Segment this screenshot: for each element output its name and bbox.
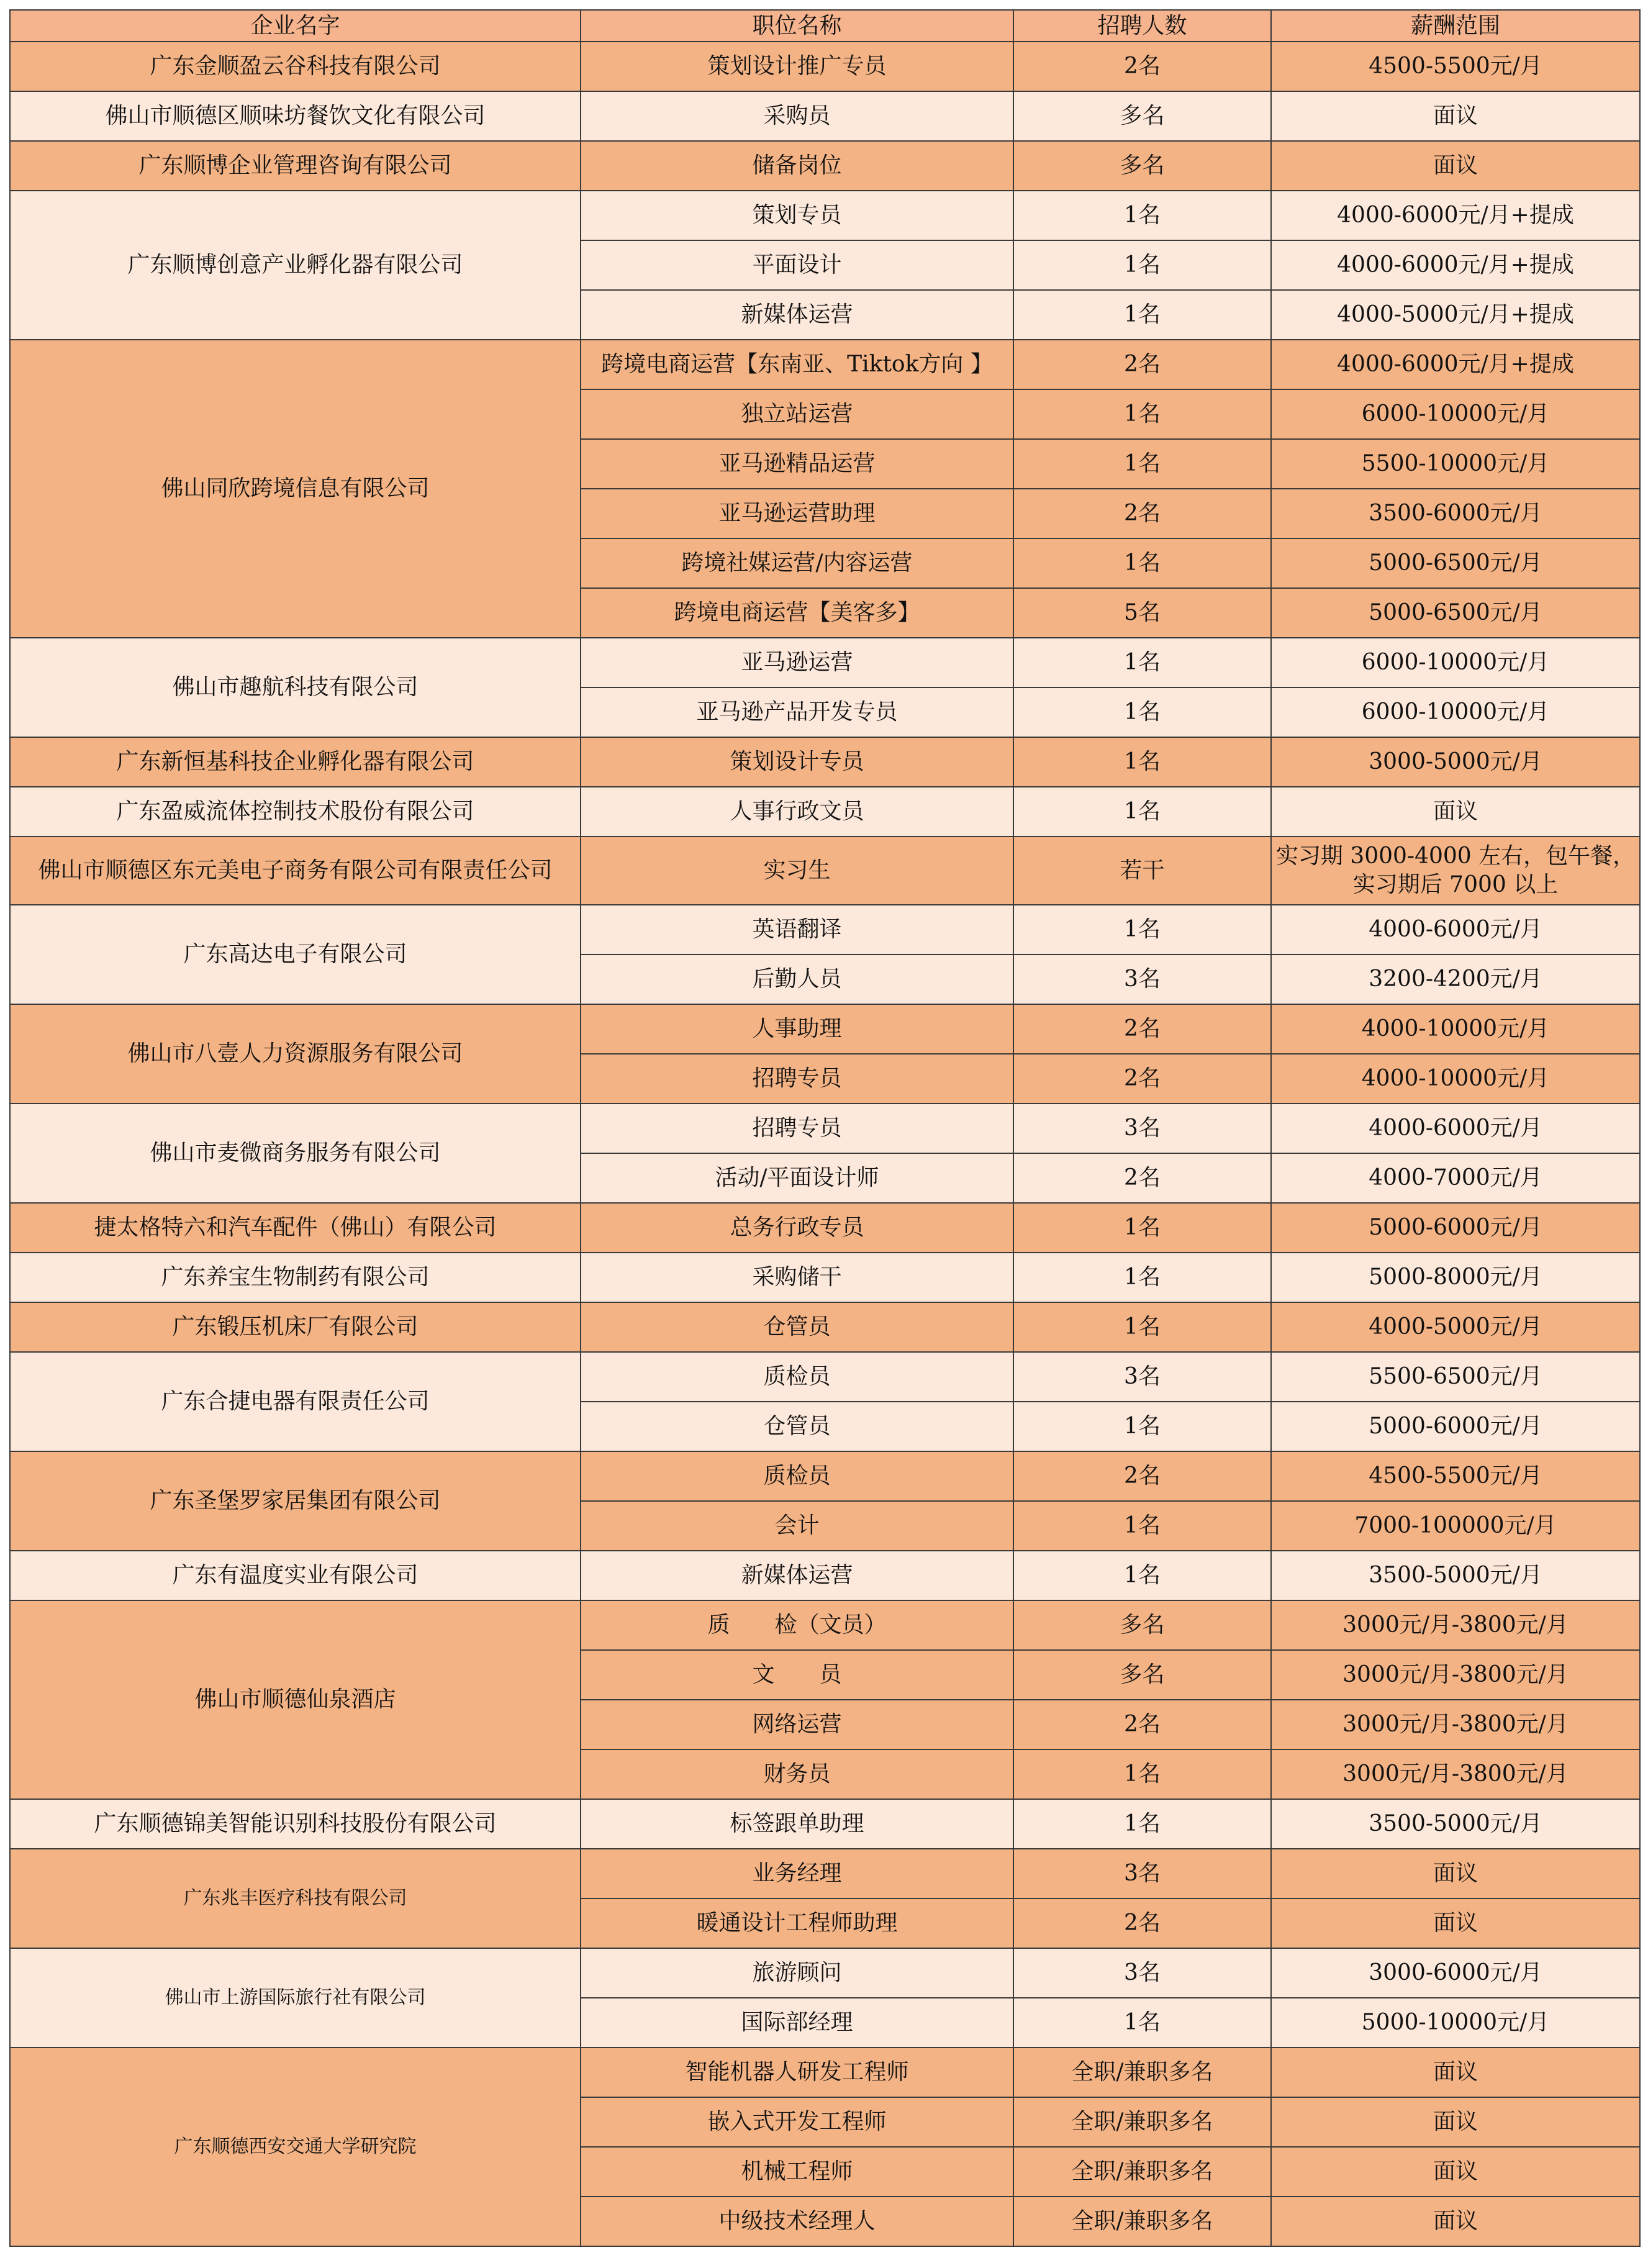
company-name-cell: 广东顺德西安交通大学研究院 <box>10 2048 581 2246</box>
salary-cell: 4000-6000元/月 <box>1271 1104 1640 1153</box>
salary-cell: 4000-10000元/月 <box>1271 1004 1640 1054</box>
headcount-cell: 3名 <box>1013 1948 1271 1998</box>
table-row <box>10 1799 1640 1849</box>
salary-cell: 3000元/月-3800元/月 <box>1271 1650 1640 1700</box>
table-row <box>10 141 1640 191</box>
position-cell: 网络运营 <box>581 1700 1013 1749</box>
headcount-cell: 1名 <box>1013 1402 1271 1451</box>
position-cell: 策划设计专员 <box>581 737 1013 787</box>
headcount-cell: 全职/兼职多名 <box>1013 2097 1271 2147</box>
salary-cell: 5000-6000元/月 <box>1271 1203 1640 1253</box>
headcount-cell: 1名 <box>1013 638 1271 687</box>
headcount-cell: 全职/兼职多名 <box>1013 2147 1271 2197</box>
headcount-cell: 2名 <box>1013 1004 1271 1054</box>
salary-cell: 4000-5000元/月 <box>1271 1302 1640 1352</box>
headcount-cell: 5名 <box>1013 588 1271 638</box>
position-cell: 仓管员 <box>581 1402 1013 1451</box>
salary-cell: 3000元/月-3800元/月 <box>1271 1749 1640 1799</box>
position-cell: 亚马逊精品运营 <box>581 439 1013 489</box>
headcount-cell: 1名 <box>1013 191 1271 240</box>
header-salary: 薪酬范围 <box>1271 10 1640 42</box>
headcount-cell: 多名 <box>1013 1600 1271 1650</box>
position-cell: 招聘专员 <box>581 1104 1013 1153</box>
headcount-cell: 2名 <box>1013 1700 1271 1749</box>
salary-cell: 6000-10000元/月 <box>1271 687 1640 737</box>
company-name-cell: 佛山市麦微商务服务有限公司 <box>10 1104 581 1203</box>
salary-cell: 5000-6500元/月 <box>1271 588 1640 638</box>
company-name-cell: 佛山市顺德仙泉酒店 <box>10 1600 581 1799</box>
salary-cell: 4500-5500元/月 <box>1271 1451 1640 1501</box>
header-count: 招聘人数 <box>1013 10 1271 42</box>
salary-cell: 3500-6000元/月 <box>1271 489 1640 538</box>
headcount-cell: 3名 <box>1013 955 1271 1004</box>
salary-cell: 4000-5000元/月+提成 <box>1271 290 1640 340</box>
salary-cell: 面议 <box>1271 2197 1640 2246</box>
salary-cell: 5000-10000元/月 <box>1271 1998 1640 2048</box>
position-cell: 总务行政专员 <box>581 1203 1013 1253</box>
position-cell: 跨境电商运营【东南亚、Tiktok方向 】 <box>581 340 1013 389</box>
headcount-cell: 多名 <box>1013 91 1271 141</box>
headcount-cell: 1名 <box>1013 905 1271 955</box>
position-cell: 储备岗位 <box>581 141 1013 191</box>
salary-cell: 面议 <box>1271 1898 1640 1948</box>
position-cell: 招聘专员 <box>581 1054 1013 1104</box>
company-name-cell: 佛山市趣航科技有限公司 <box>10 638 581 737</box>
position-cell: 独立站运营 <box>581 389 1013 439</box>
table-row <box>10 2048 1640 2097</box>
headcount-cell: 3名 <box>1013 1849 1271 1898</box>
table-row <box>10 1849 1640 1898</box>
position-cell: 采购员 <box>581 91 1013 141</box>
company-name-cell: 广东金顺盈云谷科技有限公司 <box>10 42 581 91</box>
headcount-cell: 2名 <box>1013 489 1271 538</box>
recruitment-table <box>9 9 1641 2247</box>
position-cell: 旅游顾问 <box>581 1948 1013 1998</box>
position-cell: 实习生 <box>581 837 1013 905</box>
table-row <box>10 91 1640 141</box>
company-name-cell: 广东合捷电器有限责任公司 <box>10 1352 581 1451</box>
salary-cell: 面议 <box>1271 2048 1640 2097</box>
table-row <box>10 1302 1640 1352</box>
salary-cell: 7000-100000元/月 <box>1271 1501 1640 1551</box>
salary-cell: 5500-10000元/月 <box>1271 439 1640 489</box>
position-cell: 平面设计 <box>581 240 1013 290</box>
headcount-cell: 1名 <box>1013 439 1271 489</box>
headcount-cell: 1名 <box>1013 240 1271 290</box>
position-cell: 策划设计推广专员 <box>581 42 1013 91</box>
headcount-cell: 1名 <box>1013 1302 1271 1352</box>
headcount-cell: 1名 <box>1013 1998 1271 2048</box>
headcount-cell: 1名 <box>1013 687 1271 737</box>
header-company: 企业名字 <box>10 10 581 42</box>
position-cell: 活动/平面设计师 <box>581 1153 1013 1203</box>
salary-cell: 6000-10000元/月 <box>1271 389 1640 439</box>
position-cell: 文 员 <box>581 1650 1013 1700</box>
table-row <box>10 1253 1640 1302</box>
salary-cell: 3500-5000元/月 <box>1271 1799 1640 1849</box>
table-row <box>10 787 1640 837</box>
position-cell: 质检员 <box>581 1451 1013 1501</box>
company-name-cell: 广东有温度实业有限公司 <box>10 1551 581 1600</box>
company-name-cell: 佛山市八壹人力资源服务有限公司 <box>10 1004 581 1104</box>
salary-cell: 面议 <box>1271 2147 1640 2197</box>
table-row <box>10 737 1640 787</box>
table-row <box>10 837 1640 905</box>
salary-cell: 面议 <box>1271 141 1640 191</box>
position-cell: 跨境社媒运营/内容运营 <box>581 538 1013 588</box>
company-name-cell: 佛山市顺德区顺味坊餐饮文化有限公司 <box>10 91 581 141</box>
company-name-cell: 广东圣堡罗家居集团有限公司 <box>10 1451 581 1551</box>
position-cell: 跨境电商运营【美客多】 <box>581 588 1013 638</box>
table-row <box>10 340 1640 389</box>
position-cell: 质检员 <box>581 1352 1013 1402</box>
salary-cell: 4000-10000元/月 <box>1271 1054 1640 1104</box>
table-row <box>10 638 1640 687</box>
header-position: 职位名称 <box>581 10 1013 42</box>
headcount-cell: 2名 <box>1013 1451 1271 1501</box>
salary-cell: 5000-6000元/月 <box>1271 1402 1640 1451</box>
headcount-cell: 多名 <box>1013 1650 1271 1700</box>
position-cell: 暖通设计工程师助理 <box>581 1898 1013 1948</box>
headcount-cell: 全职/兼职多名 <box>1013 2197 1271 2246</box>
position-cell: 新媒体运营 <box>581 1551 1013 1600</box>
salary-cell: 实习期 3000-4000 左右，包午餐，实习期后 7000 以上 <box>1271 837 1640 905</box>
position-cell: 后勤人员 <box>581 955 1013 1004</box>
headcount-cell: 2名 <box>1013 42 1271 91</box>
headcount-cell: 1名 <box>1013 1749 1271 1799</box>
salary-cell: 3000-5000元/月 <box>1271 737 1640 787</box>
headcount-cell: 2名 <box>1013 1898 1271 1948</box>
headcount-cell: 1名 <box>1013 290 1271 340</box>
headcount-cell: 3名 <box>1013 1104 1271 1153</box>
headcount-cell: 2名 <box>1013 340 1271 389</box>
table-row <box>10 1203 1640 1253</box>
position-cell: 中级技术经理人 <box>581 2197 1013 2246</box>
position-cell: 仓管员 <box>581 1302 1013 1352</box>
headcount-cell: 2名 <box>1013 1153 1271 1203</box>
salary-cell: 3000元/月-3800元/月 <box>1271 1600 1640 1650</box>
headcount-cell: 1名 <box>1013 1551 1271 1600</box>
salary-cell: 5500-6500元/月 <box>1271 1352 1640 1402</box>
salary-cell: 面议 <box>1271 1849 1640 1898</box>
salary-cell: 4000-7000元/月 <box>1271 1153 1640 1203</box>
table-row <box>10 905 1640 955</box>
salary-cell: 4000-6000元/月 <box>1271 905 1640 955</box>
salary-cell: 4000-6000元/月+提成 <box>1271 191 1640 240</box>
table-row <box>10 1004 1640 1054</box>
table-row <box>10 42 1640 91</box>
table-body <box>10 42 1640 2246</box>
salary-cell: 4000-6000元/月+提成 <box>1271 340 1640 389</box>
position-cell: 会计 <box>581 1501 1013 1551</box>
table-row <box>10 1451 1640 1501</box>
salary-cell: 面议 <box>1271 91 1640 141</box>
position-cell: 人事助理 <box>581 1004 1013 1054</box>
position-cell: 财务员 <box>581 1749 1013 1799</box>
position-cell: 人事行政文员 <box>581 787 1013 837</box>
headcount-cell: 1名 <box>1013 538 1271 588</box>
position-cell: 标签跟单助理 <box>581 1799 1013 1849</box>
position-cell: 采购储干 <box>581 1253 1013 1302</box>
position-cell: 英语翻译 <box>581 905 1013 955</box>
headcount-cell: 3名 <box>1013 1352 1271 1402</box>
position-cell: 机械工程师 <box>581 2147 1013 2197</box>
company-name-cell: 广东顺德锦美智能识别科技股份有限公司 <box>10 1799 581 1849</box>
company-name-cell: 广东高达电子有限公司 <box>10 905 581 1004</box>
position-cell: 业务经理 <box>581 1849 1013 1898</box>
position-cell: 智能机器人研发工程师 <box>581 2048 1013 2097</box>
company-name-cell: 广东新恒基科技企业孵化器有限公司 <box>10 737 581 787</box>
salary-cell: 面议 <box>1271 787 1640 837</box>
salary-cell: 5000-8000元/月 <box>1271 1253 1640 1302</box>
salary-cell: 4500-5500元/月 <box>1271 42 1640 91</box>
company-name-cell: 广东顺博创意产业孵化器有限公司 <box>10 191 581 340</box>
headcount-cell: 1名 <box>1013 1501 1271 1551</box>
company-name-cell: 捷太格特六和汽车配件（佛山）有限公司 <box>10 1203 581 1253</box>
position-cell: 国际部经理 <box>581 1998 1013 2048</box>
company-name-cell: 广东锻压机床厂有限公司 <box>10 1302 581 1352</box>
position-cell: 质 检（文员） <box>581 1600 1013 1650</box>
headcount-cell: 1名 <box>1013 1253 1271 1302</box>
recruitment-sheet <box>9 9 1639 2247</box>
company-name-cell: 广东兆丰医疗科技有限公司 <box>10 1849 581 1948</box>
table-row <box>10 1551 1640 1600</box>
salary-cell: 3000元/月-3800元/月 <box>1271 1700 1640 1749</box>
position-cell: 策划专员 <box>581 191 1013 240</box>
company-name-cell: 佛山市顺德区东元美电子商务有限公司有限责任公司 <box>10 837 581 905</box>
table-row <box>10 1600 1640 1650</box>
company-name-cell: 广东顺博企业管理咨询有限公司 <box>10 141 581 191</box>
table-row <box>10 191 1640 240</box>
table-row <box>10 1352 1640 1402</box>
salary-cell: 5000-6500元/月 <box>1271 538 1640 588</box>
header-row <box>10 10 1640 42</box>
headcount-cell: 多名 <box>1013 141 1271 191</box>
headcount-cell: 1名 <box>1013 787 1271 837</box>
table-row <box>10 1948 1640 1998</box>
salary-cell: 3200-4200元/月 <box>1271 955 1640 1004</box>
salary-cell: 4000-6000元/月+提成 <box>1271 240 1640 290</box>
position-cell: 亚马逊运营 <box>581 638 1013 687</box>
headcount-cell: 全职/兼职多名 <box>1013 2048 1271 2097</box>
headcount-cell: 1名 <box>1013 737 1271 787</box>
headcount-cell: 1名 <box>1013 389 1271 439</box>
company-name-cell: 佛山同欣跨境信息有限公司 <box>10 340 581 638</box>
company-name-cell: 广东盈威流体控制技术股份有限公司 <box>10 787 581 837</box>
position-cell: 嵌入式开发工程师 <box>581 2097 1013 2147</box>
salary-cell: 6000-10000元/月 <box>1271 638 1640 687</box>
salary-cell: 3500-5000元/月 <box>1271 1551 1640 1600</box>
table-row <box>10 1104 1640 1153</box>
position-cell: 亚马逊产品开发专员 <box>581 687 1013 737</box>
headcount-cell: 若干 <box>1013 837 1271 905</box>
position-cell: 新媒体运营 <box>581 290 1013 340</box>
headcount-cell: 2名 <box>1013 1054 1271 1104</box>
headcount-cell: 1名 <box>1013 1799 1271 1849</box>
salary-cell: 面议 <box>1271 2097 1640 2147</box>
company-name-cell: 佛山市上游国际旅行社有限公司 <box>10 1948 581 2048</box>
company-name-cell: 广东养宝生物制药有限公司 <box>10 1253 581 1302</box>
position-cell: 亚马逊运营助理 <box>581 489 1013 538</box>
headcount-cell: 1名 <box>1013 1203 1271 1253</box>
salary-cell: 3000-6000元/月 <box>1271 1948 1640 1998</box>
